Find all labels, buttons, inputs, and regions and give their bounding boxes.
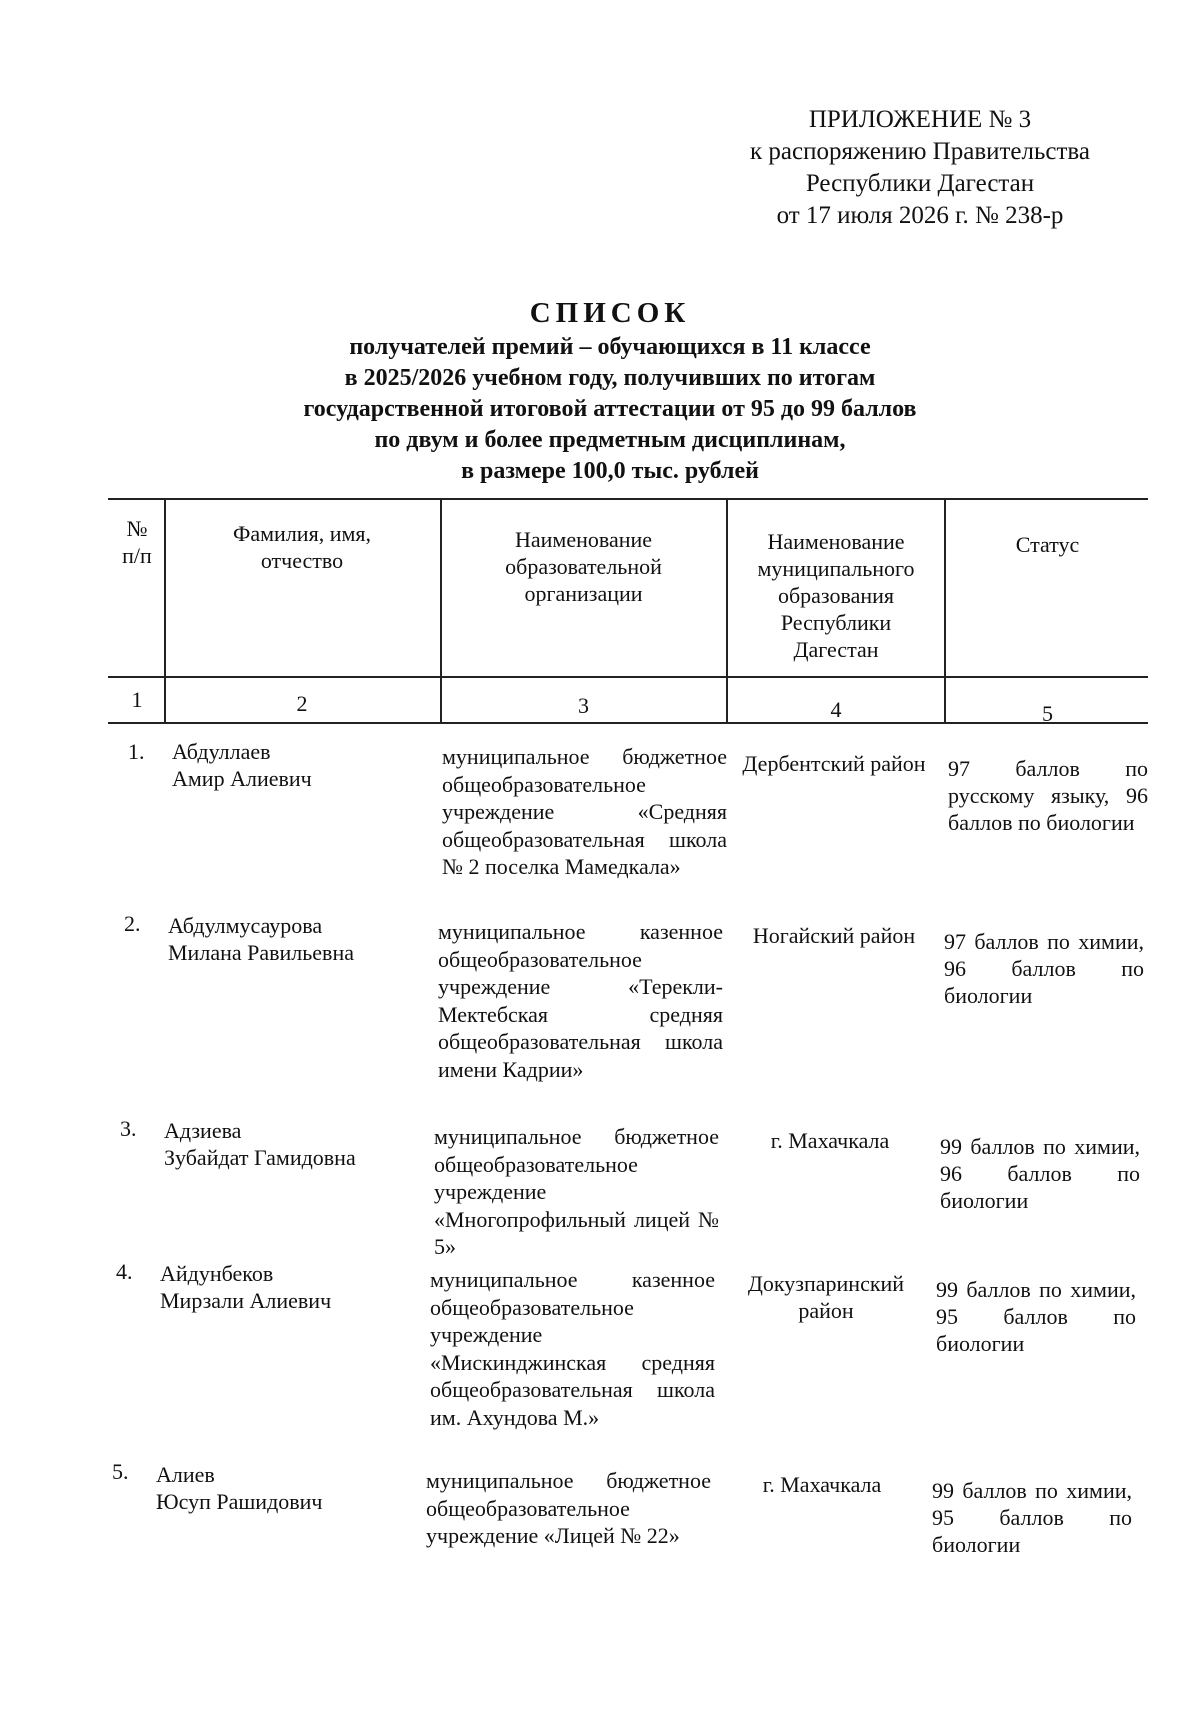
- list-title: СПИСОК: [529, 297, 691, 329]
- row-organization: муниципальное казенное общеобразовательное учреждение «Мискинджинская средняя общеобразовательная школа им. Ахундова М.»: [430, 1267, 715, 1430]
- row-number: 3.: [120, 1116, 137, 1141]
- row-municipality: Докузпаринский район: [747, 1271, 905, 1323]
- col-number: 1: [131, 687, 143, 712]
- appendix-line: Республики Дагестан: [805, 170, 1035, 197]
- row-full-name: Абдуллаев Амир Алиевич: [172, 739, 312, 791]
- row-municipality: Дербентский район: [742, 751, 926, 776]
- col-number: 3: [578, 693, 589, 718]
- row-status: 99 баллов по химии, 96 баллов по биологии: [940, 1134, 1140, 1213]
- header-organization: Наименование образовательной организации: [505, 527, 662, 606]
- col-number: 5: [1042, 701, 1053, 726]
- row-organization: муниципальное бюджетное общеобразовательное учреждение «Лицей № 22»: [426, 1468, 711, 1548]
- row-full-name: Абдулмусаурова Милана Равильевна: [168, 913, 354, 965]
- row-status: 99 баллов по химии, 95 баллов по биологии: [932, 1478, 1132, 1557]
- appendix-date: от 17 июля 2026 г. № 238-р: [776, 202, 1064, 229]
- col-number: 4: [830, 697, 842, 722]
- header-status: Статус: [1015, 532, 1080, 557]
- row-municipality: г. Махачкала: [762, 1472, 882, 1497]
- list-subtitle-line: в размере 100,0 тыс. рублей: [461, 458, 759, 484]
- row-municipality: Ногайский район: [752, 923, 916, 948]
- table-header-divider: [108, 676, 1148, 678]
- row-organization: муниципальное бюджетное общеобразовательное учреждение «Средняя общеобразовательная школа № 2 поселка Мамедкала»: [442, 744, 727, 879]
- row-status: 97 баллов по химии, 96 баллов по биологии: [944, 929, 1144, 1008]
- row-organization: муниципальное бюджетное общеобразовательное учреждение «Многопрофильный лицей № 5»: [434, 1124, 719, 1259]
- row-organization: муниципальное казенное общеобразовательное учреждение «Терекли-Мектебская средняя общеобразовательная школа имени Кадрии»: [438, 919, 723, 1082]
- row-status: 99 баллов по химии, 95 баллов по биологии: [936, 1277, 1136, 1356]
- table-border-top: [108, 498, 1148, 500]
- row-number: 1.: [128, 739, 145, 764]
- table-col-divider: [944, 498, 946, 724]
- col-number: 2: [296, 691, 308, 716]
- row-number: 5.: [112, 1459, 129, 1484]
- row-municipality: г. Махачкала: [770, 1128, 890, 1153]
- table-col-divider: [440, 498, 442, 724]
- table-col-divider: [726, 498, 728, 724]
- row-number: 4.: [116, 1259, 133, 1284]
- list-subtitle-line: в 2025/2026 учебном году, получивших по итогам: [344, 365, 876, 391]
- header-municipality: Наименование муниципального образования Республики Дагестан: [757, 529, 915, 662]
- table-col-divider: [164, 498, 166, 724]
- row-full-name: Айдунбеков Мирзали Алиевич: [160, 1261, 332, 1313]
- header-full-name: Фамилия, имя, отчество: [232, 521, 372, 573]
- header-number: № п/п: [122, 516, 152, 568]
- row-full-name: Адзиева Зубайдат Гамидовна: [164, 1118, 356, 1170]
- list-subtitle-line: государственной итоговой аттестации от 95 до 99 баллов: [303, 396, 917, 422]
- appendix-title: ПРИЛОЖЕНИЕ № 3: [808, 106, 1032, 133]
- row-status: 97 баллов по русскому языку, 96 баллов по биологии: [948, 756, 1148, 835]
- list-subtitle-line: по двум и более предметным дисциплинам,: [374, 427, 846, 453]
- row-number: 2.: [124, 911, 141, 936]
- list-subtitle-line: получателей премий – обучающихся в 11 классе: [349, 334, 871, 360]
- appendix-line: к распоряжению Правительства: [749, 138, 1090, 165]
- row-full-name: Алиев Юсуп Рашидович: [156, 1462, 323, 1514]
